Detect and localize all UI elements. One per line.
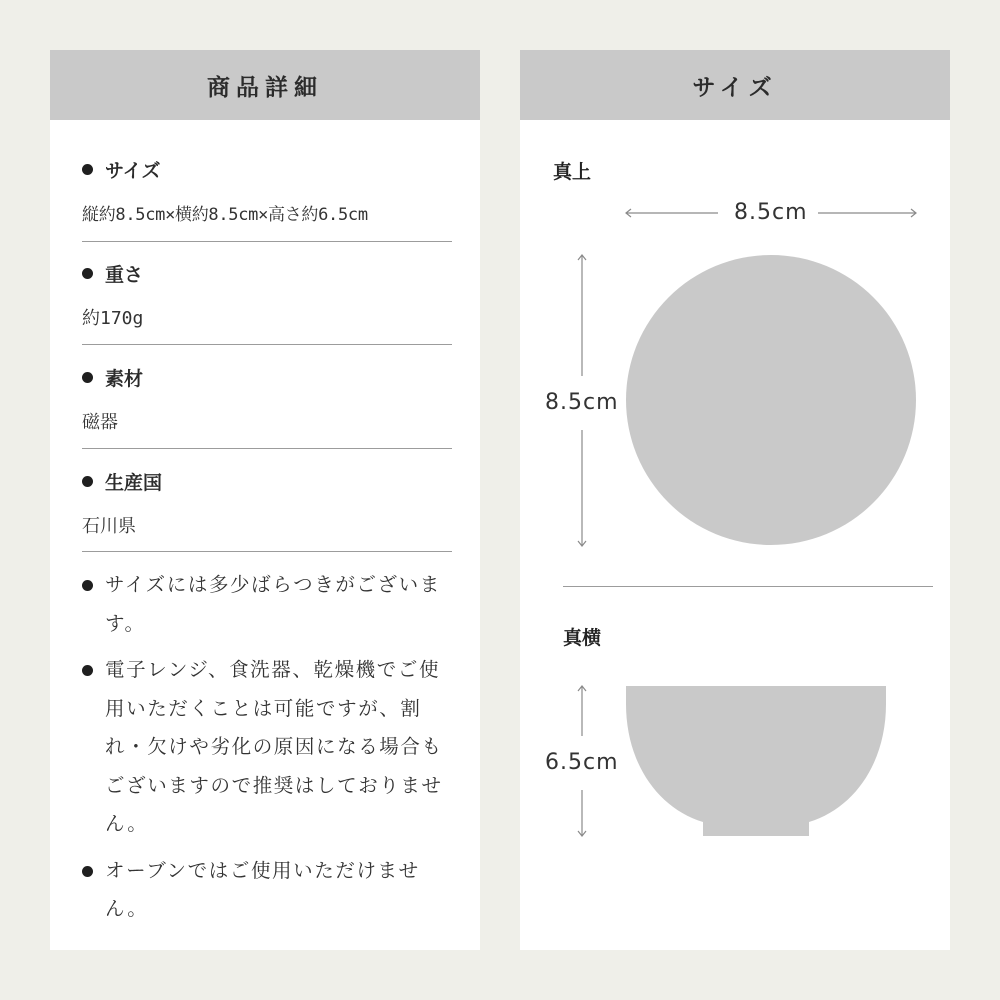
spec-weight	[82, 260, 452, 330]
bullet-icon	[82, 866, 93, 877]
bullet-icon	[82, 580, 93, 591]
note-item	[82, 651, 454, 844]
side-view-label: 真横	[563, 627, 602, 649]
divider	[82, 241, 452, 242]
spec-label: 素材	[105, 367, 144, 390]
divider	[82, 344, 452, 345]
size-panel	[520, 50, 950, 950]
spec-value: 縦約8.5cm×横約8.5cm×高さ約6.5cm	[82, 205, 368, 225]
bullet-icon	[82, 665, 93, 676]
bullet-icon	[82, 164, 93, 175]
size-diagram	[520, 50, 950, 950]
top-view-label: 真上	[553, 161, 592, 183]
bowl-top-view	[626, 255, 916, 545]
divider	[82, 551, 452, 552]
bowl-side-view	[626, 686, 886, 836]
note-item	[82, 566, 454, 643]
bullet-icon	[82, 268, 93, 279]
size-header: サイズ	[520, 50, 950, 120]
note-text: 電子レンジ、食洗器、乾燥機でご使用いただくことは可能ですが、割れ・欠けや劣化の原因になる場合もございますので推奨はしておりません。	[105, 658, 443, 835]
view-divider	[563, 586, 933, 587]
note-text: サイズには多少ばらつきがございます。	[105, 573, 441, 635]
spec-material	[82, 364, 452, 434]
bullet-icon	[82, 476, 93, 487]
product-details-panel	[50, 50, 480, 950]
spec-label: サイズ	[105, 159, 161, 182]
spec-origin	[82, 468, 452, 538]
spec-label: 重さ	[105, 263, 144, 286]
notes-list	[82, 566, 454, 937]
note-item	[82, 852, 454, 929]
spec-size	[82, 156, 452, 225]
top-width-label: 8.5cm	[734, 200, 808, 225]
note-text: オーブンではご使用いただけません。	[105, 858, 420, 920]
top-depth-label: 8.5cm	[545, 390, 619, 415]
divider	[82, 448, 452, 449]
spec-value: 磁器	[82, 412, 118, 433]
spec-value: 約170g	[82, 308, 144, 329]
spec-label: 生産国	[105, 471, 163, 494]
bullet-icon	[82, 372, 93, 383]
side-height-label: 6.5cm	[545, 750, 619, 775]
spec-value: 石川県	[82, 516, 136, 537]
details-header: 商品詳細	[50, 50, 480, 120]
